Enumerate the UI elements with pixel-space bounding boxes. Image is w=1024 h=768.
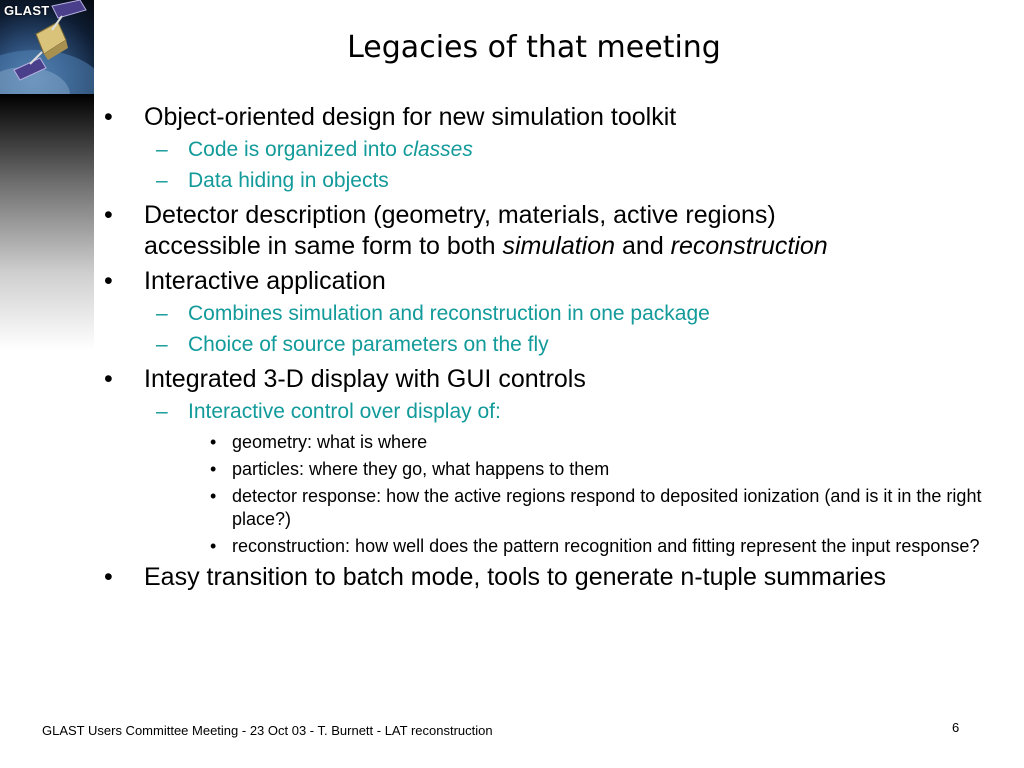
bullet-text: Integrated 3-D display with GUI controls (144, 365, 586, 393)
bullet-marker: • (104, 563, 113, 591)
sub-bullet-text: Interactive control over display of: (188, 400, 501, 423)
bullet-item (104, 364, 1004, 395)
sub-sub-bullet-text: geometry: what is where (232, 432, 428, 452)
dash-marker: – (156, 400, 168, 423)
sub-sub-bullet-text: particles: where they go, what happens to them (232, 459, 610, 479)
bullet-marker: • (104, 201, 113, 229)
bullet-text: and (615, 232, 671, 260)
sub-sub-bullet-item (104, 458, 1004, 481)
sub-sub-bullet-text: detector response: how the active regions respond to deposited ionization (and is it in the right place?) (232, 486, 982, 529)
sub-bullet-item (104, 166, 1004, 196)
sub-bullet-item (104, 299, 1004, 329)
sub-sub-bullet-item (104, 485, 1004, 531)
bullet-item (104, 200, 1004, 262)
bullet-text: accessible in same form to both (144, 232, 503, 260)
dash-marker: – (156, 333, 168, 356)
logo-text: GLAST (4, 3, 50, 18)
bullet-marker: • (210, 432, 217, 452)
emphasis-text: reconstruction (670, 232, 828, 260)
bullet-item (104, 102, 1004, 133)
emphasis-text: classes (402, 138, 473, 161)
dash-marker: – (156, 302, 168, 325)
bullet-text: Object-oriented design for new simulation toolkit (144, 103, 677, 131)
side-gradient-bar (0, 94, 94, 350)
bullet-item (104, 562, 1004, 593)
sub-bullet-item (104, 135, 1004, 165)
bullet-item (104, 266, 1004, 297)
bullet-text: Interactive application (144, 267, 386, 295)
slide-title: Legacies of that meeting (347, 30, 721, 65)
sub-sub-bullet-item (104, 535, 1004, 558)
sub-bullet-text: Choice of source parameters on the fly (188, 333, 549, 356)
bullet-text: Easy transition to batch mode, tools to generate n-tuple summaries (144, 563, 887, 591)
dash-marker: – (156, 138, 168, 161)
bullet-marker: • (210, 536, 217, 556)
slide-content (104, 98, 1004, 595)
sub-bullet-text: Code is organized into (188, 138, 403, 161)
footer-text: GLAST Users Committee Meeting - 23 Oct 03 - T. Burnett - LAT reconstruction (42, 723, 493, 738)
sub-sub-bullet-item (104, 431, 1004, 454)
bullet-marker: • (104, 267, 113, 295)
bullet-marker: • (104, 103, 113, 131)
sub-bullet-text: Combines simulation and reconstruction in one package (188, 302, 710, 325)
sub-bullet-item (104, 397, 1004, 427)
bullet-text: Detector description (geometry, materials, active regions) (144, 201, 776, 229)
bullet-marker: • (104, 365, 113, 393)
dash-marker: – (156, 169, 168, 192)
slide-number: 6 (952, 720, 960, 735)
sub-bullet-item (104, 330, 1004, 360)
sub-bullet-text: Data hiding in objects (188, 169, 389, 192)
emphasis-text: simulation (502, 232, 616, 260)
bullet-marker: • (210, 486, 217, 506)
sub-sub-bullet-text: reconstruction: how well does the pattern recognition and fitting represent the input response? (232, 536, 980, 556)
bullet-marker: • (210, 459, 217, 479)
